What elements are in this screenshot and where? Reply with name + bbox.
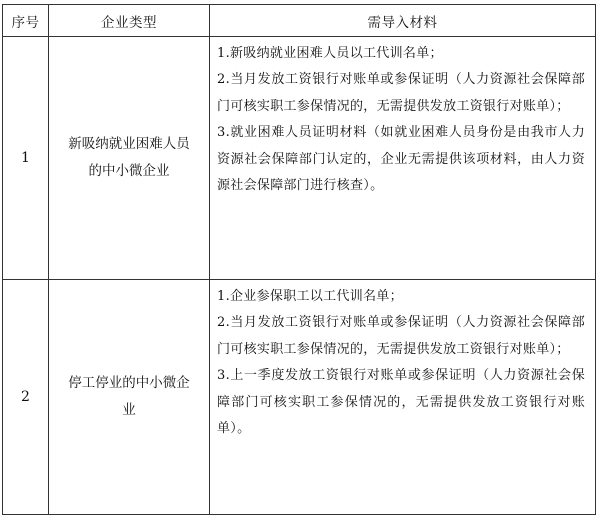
- row-number: 2: [3, 280, 49, 515]
- table-row: [3, 280, 596, 515]
- header-no: 序号: [3, 5, 49, 37]
- enterprise-type: 新吸纳就业困难人员的中小微企业: [49, 37, 210, 280]
- material-item: 1.新吸纳就业困难人员以工代训名单；: [217, 46, 443, 61]
- material-item: 2.当月发放工资银行对账单或参保证明（人力资源社会保障部门可核实职工参保情况的，无需提供发放工资银行对账单）；: [217, 72, 585, 114]
- row-number: 1: [3, 37, 49, 280]
- header-required-materials: 需导入材料: [210, 5, 596, 37]
- required-materials: [210, 280, 596, 515]
- materials-table: [2, 4, 596, 515]
- enterprise-type: 停工停业的中小微企业: [49, 280, 210, 515]
- required-materials: [210, 37, 596, 280]
- material-item: 1.企业参保职工以工代训名单；: [217, 289, 403, 304]
- header-enterprise-type: 企业类型: [49, 5, 210, 37]
- table-header-row: [3, 5, 596, 37]
- material-item: 2.当月发放工资银行对账单或参保证明（人力资源社会保障部门可核实职工参保情况的，无需提供发放工资银行对账单）；: [217, 315, 585, 357]
- material-item: 3.就业困难人员证明材料（如就业困难人员身份是由我市人力资源社会保障部门认定的，企业无需提供该项材料，由人力资源社会保障部门进行核查）。: [217, 125, 585, 194]
- material-item: 3.上一季度发放工资银行对账单或参保证明（人力资源社会保障部门可核实职工参保情况的，无需提供发放工资银行对账单）。: [217, 368, 585, 437]
- table-row: [3, 37, 596, 280]
